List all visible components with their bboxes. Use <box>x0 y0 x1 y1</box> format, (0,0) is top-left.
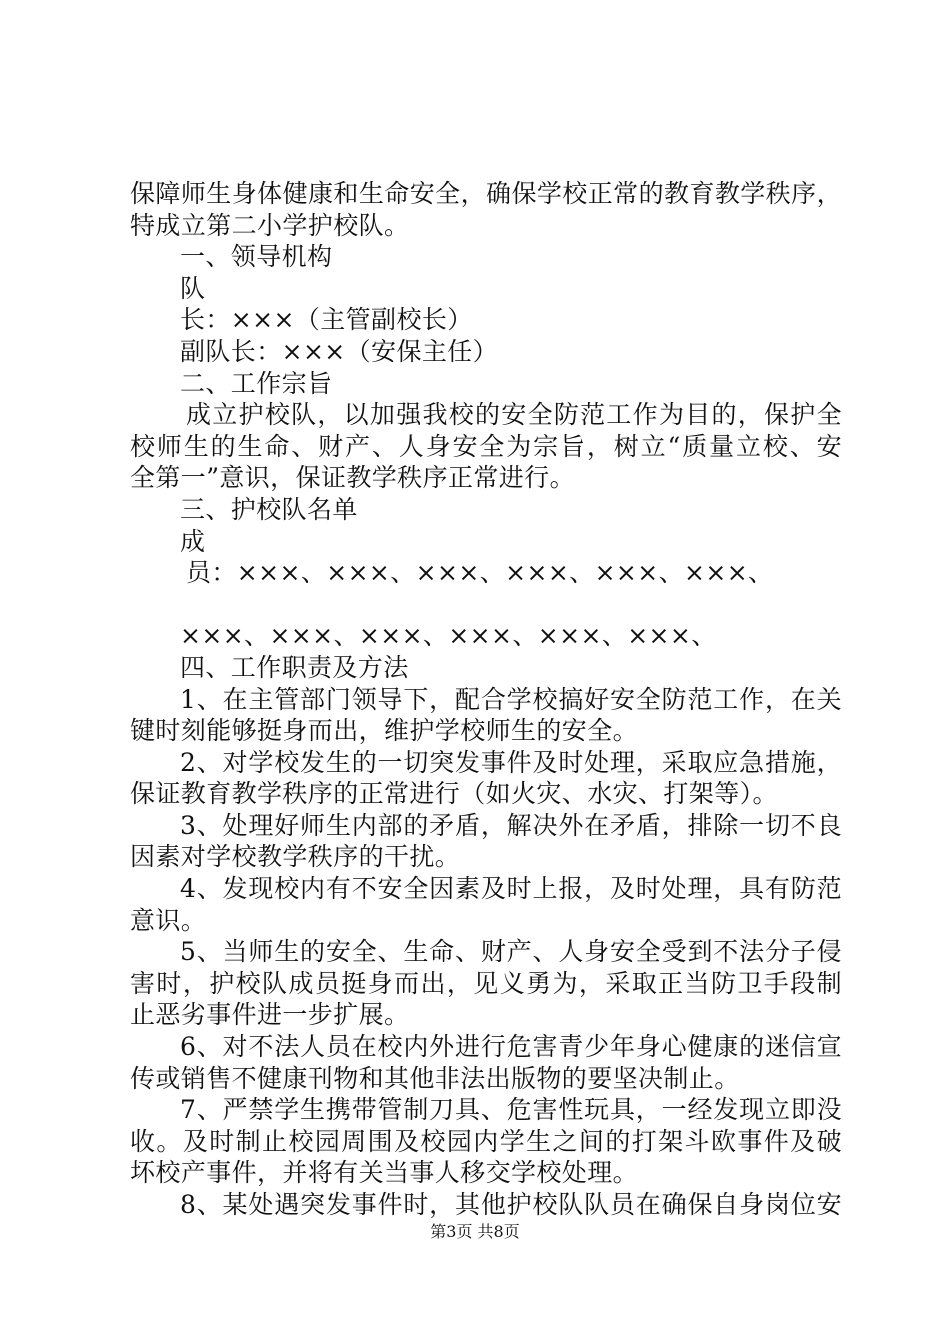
section-heading: 二、工作宗旨 <box>180 368 333 398</box>
text-line: 成 <box>180 526 206 556</box>
text-line: 副队长：×××（安保主任） <box>180 336 499 366</box>
text-line: 害时，护校队成员挺身而出，见义勇为，采取正当防卫手段制 <box>130 968 842 998</box>
section-heading: 三、护校队名单 <box>180 494 358 524</box>
text-line: 保障师生身体健康和生命安全，确保学校正常的教育教学秩序， <box>130 179 842 208</box>
document-body <box>130 178 842 1221</box>
text-line: 5、当师生的安全、生命、财产、人身安全受到不法分子侵 <box>180 937 842 967</box>
text-line: ×××、×××、×××、×××、×××、×××、 <box>180 621 717 651</box>
text-line: 4、发现校内有不安全因素及时上报，及时处理，具有防范 <box>180 874 842 904</box>
blank-line <box>130 589 842 621</box>
text-line: 7、严禁学生携带管制刀具、危害性玩具，一经发现立即没 <box>180 1095 842 1125</box>
text-line: 键时刻能够挺身而出，维护学校师生的安全。 <box>130 716 639 746</box>
text-line: 长：×××（主管副校长） <box>180 305 473 335</box>
text-line: 特成立第二小学护校队。 <box>130 210 410 240</box>
text-line: 全第一”意识，保证教学秩序正常进行。 <box>130 463 575 493</box>
page-number-footer: 第3页 共8页 <box>430 1222 520 1241</box>
text-line: 传或销售不健康刊物和其他非法出版物的要坚决制止。 <box>130 1063 740 1093</box>
section-heading: 一、领导机构 <box>180 242 333 272</box>
text-line: 8、某处遇突发事件时，其他护校队队员在确保自身岗位安 <box>180 1190 842 1219</box>
text-line: 3、处理好师生内部的矛盾，解决外在矛盾，排除一切不良 <box>180 810 842 840</box>
text-line: 成立护校队，以加强我校的安全防范工作为目的，保护全 <box>186 400 842 430</box>
text-line: 止恶劣事件进一步扩展。 <box>130 1000 410 1030</box>
text-line: 队 <box>180 273 206 303</box>
text-line: 坏校产事件，并将有关当事人移交学校处理。 <box>130 1158 639 1188</box>
text-line: 意识。 <box>130 905 207 935</box>
text-line: 6、对不法人员在校内外进行危害青少年身心健康的迷信宣 <box>180 1032 842 1062</box>
text-line: 保证教育教学秩序的正常进行（如火灾、水灾、打架等）。 <box>130 779 778 809</box>
text-line: 收。及时制止校园周围及校园内学生之间的打架斗欧事件及破 <box>130 1126 842 1156</box>
text-line: 2、对学校发生的一切突发事件及时处理，采取应急措施， <box>180 747 842 777</box>
text-line: 员：×××、×××、×××、×××、×××、×××、 <box>186 558 774 588</box>
section-heading: 四、工作职责及方法 <box>180 652 409 682</box>
text-line: 因素对学校教学秩序的干扰。 <box>130 842 461 872</box>
text-line: 1、在主管部门领导下，配合学校搞好安全防范工作，在关 <box>180 684 842 714</box>
text-line: 校师生的生命、财产、人身安全为宗旨，树立“质量立校、安 <box>130 431 842 461</box>
